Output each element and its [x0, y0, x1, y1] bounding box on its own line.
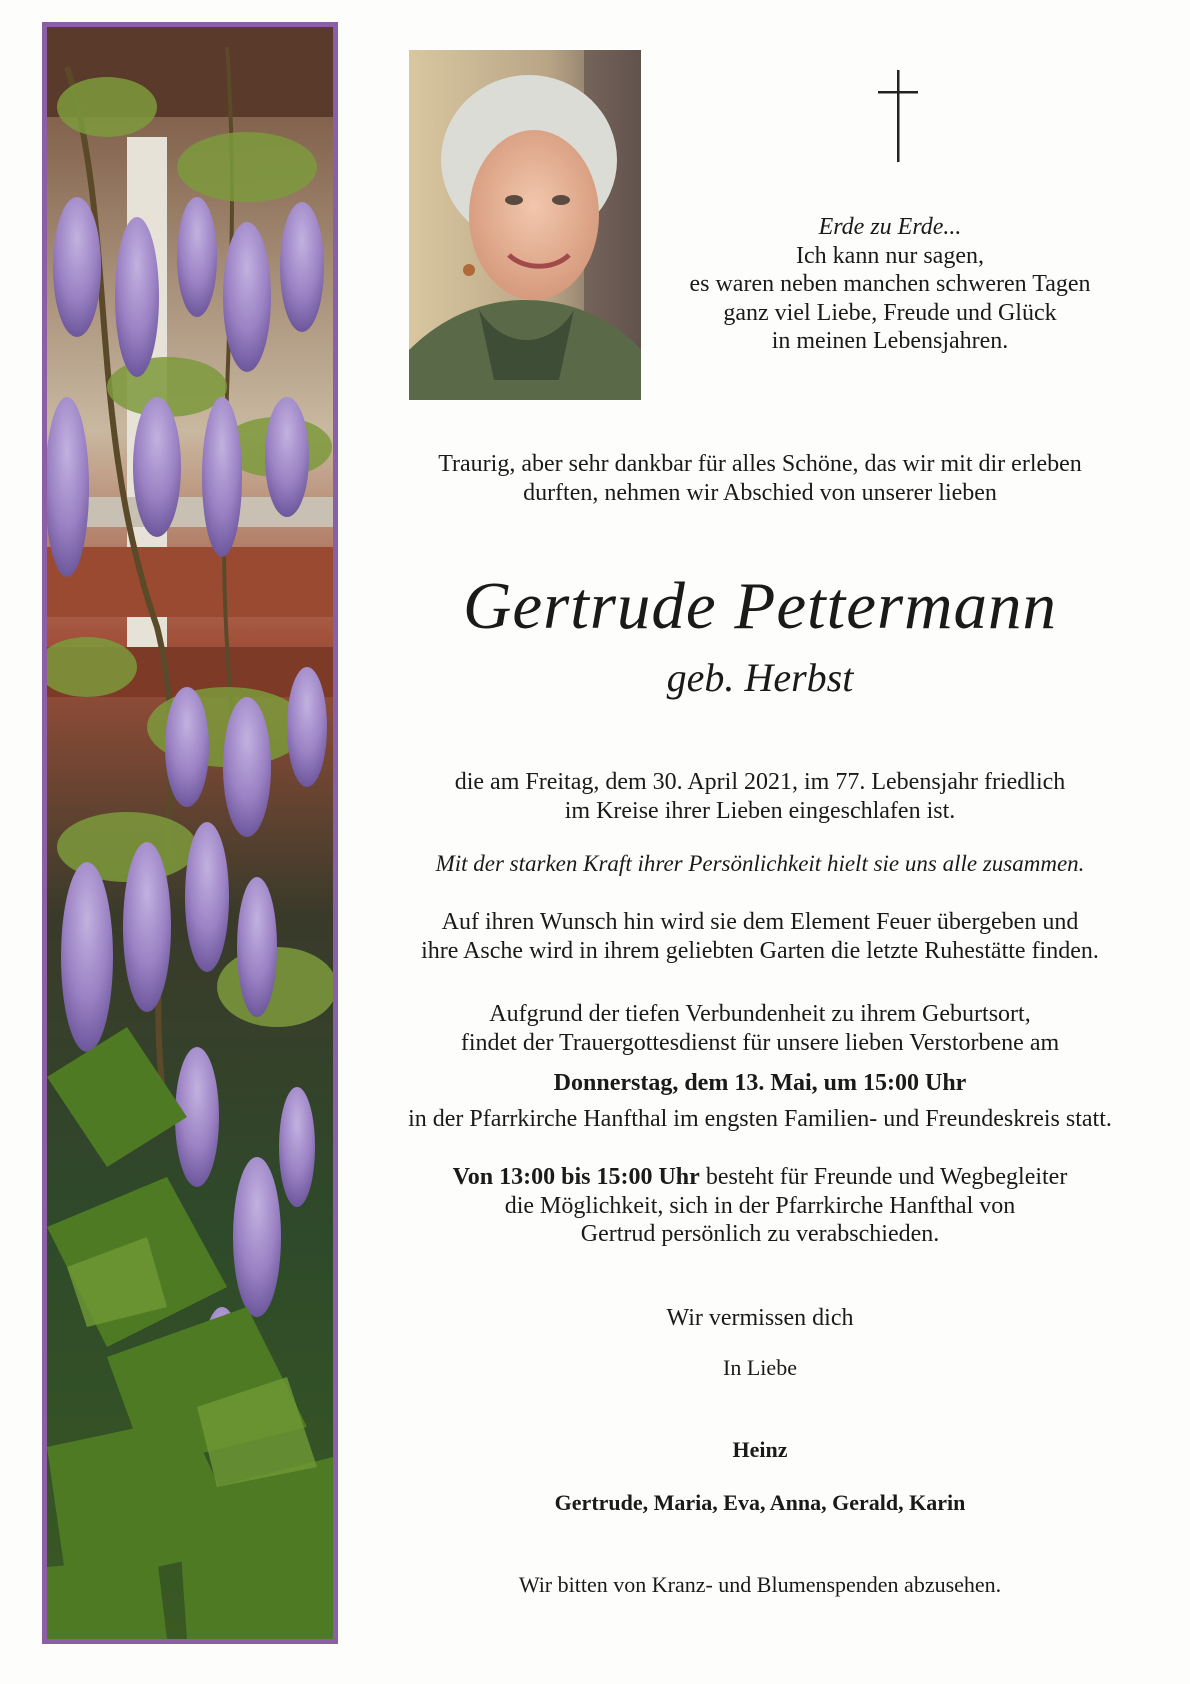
cross-icon: [878, 70, 918, 162]
farewell-line: [380, 1163, 1140, 1192]
wish-line: Auf ihren Wunsch hin wird sie dem Element Feuer übergeben und: [441, 909, 1079, 935]
service-date: Donnerstag, dem 13. Mai, um 15:00 Uhr: [553, 1070, 967, 1096]
poem: [640, 213, 1140, 356]
farewell-text: [380, 1163, 1140, 1249]
poem-line: Ich kann nur sagen,: [796, 242, 984, 269]
intro-line: durften, nehmen wir Abschied von unserer lieben: [523, 479, 997, 506]
death-notice-line: im Kreise ihrer Lieben eingeschlafen ist.: [564, 797, 956, 824]
service-church: in der Pfarrkirche Hanfthal im engsten Familien- und Freundeskreis statt.: [408, 1106, 1112, 1132]
wish-text: [380, 908, 1140, 965]
poem-line: Erde zu Erde...: [818, 214, 962, 240]
mourner-husband: Heinz: [732, 1437, 788, 1462]
birth-name: geb. Herbst: [666, 655, 854, 700]
wisteria-photo: [42, 22, 338, 1644]
deceased-name: Gertrude Pettermann: [463, 569, 1057, 643]
service-line: findet der Trauergottesdienst für unsere lieben Verstorbene am: [460, 1029, 1060, 1056]
intro-line: Traurig, aber sehr dankbar für alles Schöne, das wir mit dir erleben: [438, 451, 1082, 477]
death-notice: [380, 768, 1140, 825]
mourner-family: Gertrude, Maria, Eva, Anna, Gerald, Karin: [554, 1490, 966, 1515]
farewell-line: die Möglichkeit, sich in der Pfarrkirche Hanfthal von: [504, 1192, 1016, 1219]
portrait-photo: [409, 50, 641, 400]
intro-text: [380, 450, 1140, 507]
poem-line: ganz viel Liebe, Freude und Glück: [723, 299, 1057, 326]
service-line: Aufgrund der tiefen Verbundenheit zu ihrem Geburtsort,: [489, 1001, 1031, 1027]
death-notice-line: die am Freitag, dem 30. April 2021, im 77. Lebensjahr friedlich: [454, 769, 1066, 795]
wish-line: ihre Asche wird in ihrem geliebten Garten die letzte Ruhestätte finden.: [421, 937, 1099, 964]
farewell-line: Gertrud persönlich zu verabschieden.: [580, 1221, 940, 1247]
poem-line: in meinen Lebensjahren.: [771, 328, 1009, 354]
farewell-time: Von 13:00 bis 15:00 Uhr: [452, 1164, 700, 1190]
flowers-note: Wir bitten von Kranz- und Blumenspenden abzusehen.: [518, 1572, 1002, 1597]
closing-miss: Wir vermissen dich: [666, 1305, 854, 1331]
closing-love: In Liebe: [723, 1355, 797, 1380]
poem-line: es waren neben manchen schweren Tagen: [689, 271, 1091, 297]
farewell-line-rest: besteht für Freunde und Wegbegleiter: [699, 1164, 1068, 1190]
motto: Mit der starken Kraft ihrer Persönlichkeit hielt sie uns alle zusammen.: [435, 851, 1085, 876]
service-text: [370, 1000, 1150, 1057]
